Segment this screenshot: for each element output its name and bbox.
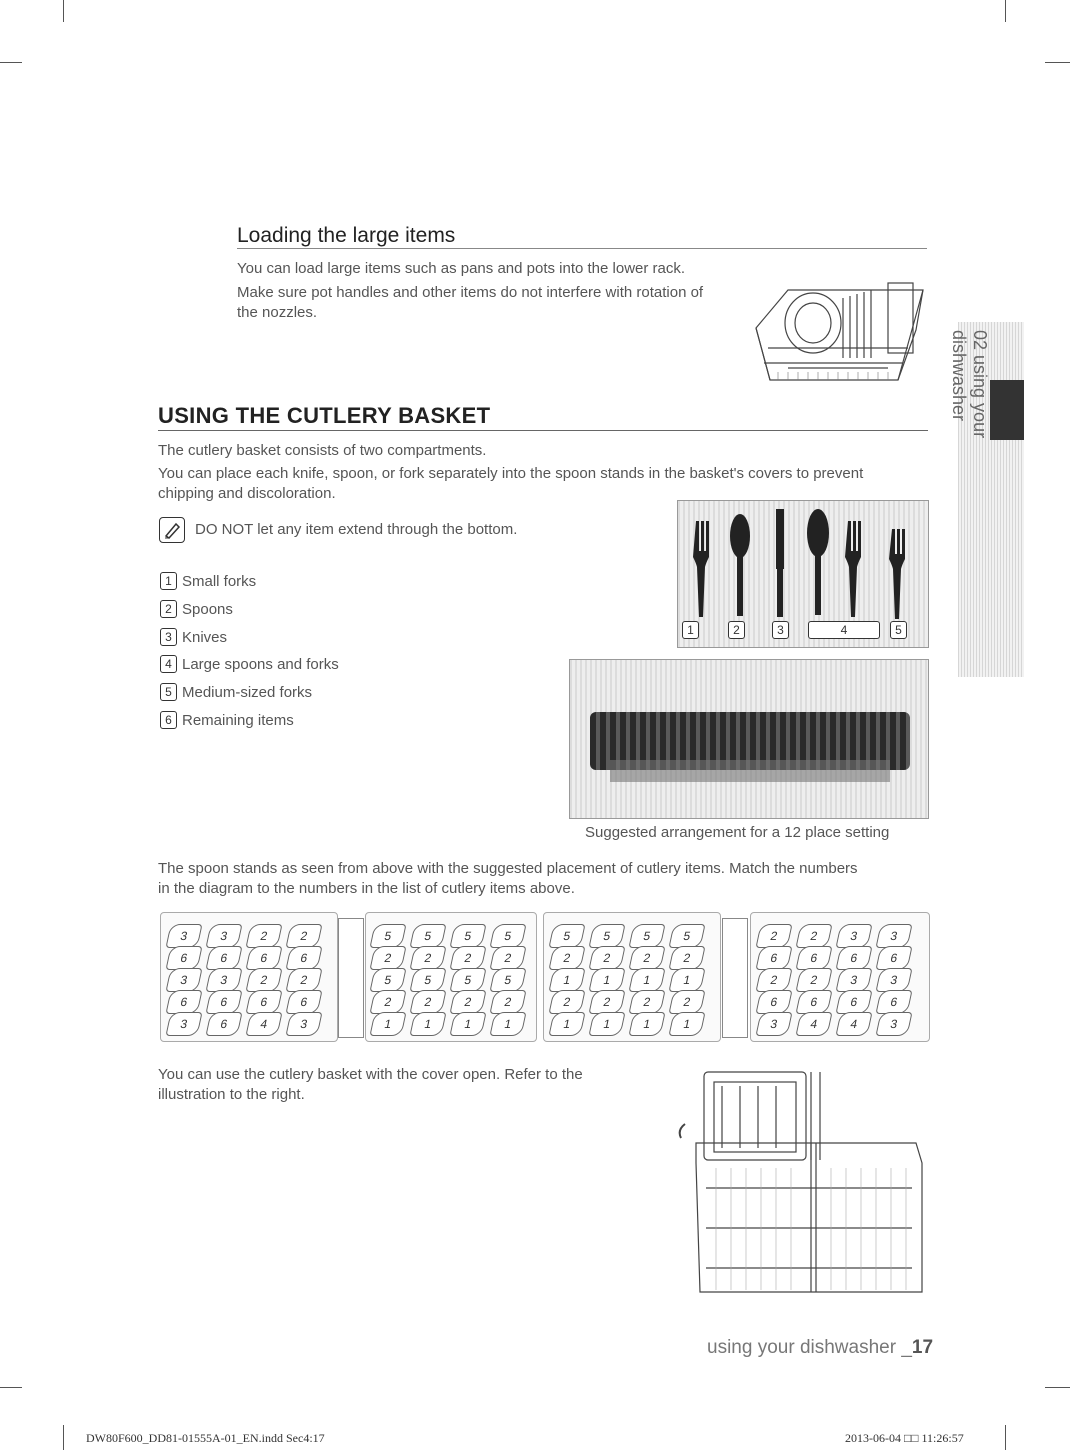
stand-cell: 2 <box>588 946 625 970</box>
stand-cell: 2 <box>668 946 705 970</box>
stand-cell: 2 <box>369 946 406 970</box>
list-item: 1 Small forks <box>160 572 256 590</box>
stand-cell: 6 <box>795 990 832 1014</box>
loading-rule <box>237 248 927 249</box>
stand-hinge <box>722 918 748 1038</box>
stand-cell: 5 <box>489 924 526 948</box>
stand-cell: 6 <box>285 990 322 1014</box>
spoon-stand-text1: The spoon stands as seen from above with the suggested placement of cutlery items. Match the numbers <box>158 860 858 877</box>
stand-cell: 2 <box>588 990 625 1014</box>
list-item: 5 Medium-sized forks <box>160 683 312 701</box>
cutlery-rule <box>158 430 928 431</box>
cutlery-intro2: You can place each knife, spoon, or fork separately into the spoon stands in the basket's covers to prevent <box>158 465 864 482</box>
stand-cell: 5 <box>628 924 665 948</box>
stand-cell: 2 <box>548 990 585 1014</box>
cutlery-intro1: The cutlery basket consists of two compartments. <box>158 442 487 459</box>
stand-cell: 3 <box>165 968 202 992</box>
list-item: 2 Spoons <box>160 600 233 618</box>
list-item: 3 Knives <box>160 628 227 646</box>
loading-title: Loading the large items <box>237 224 456 247</box>
stand-cell: 6 <box>165 946 202 970</box>
stand-cell: 6 <box>795 946 832 970</box>
stand-cell: 2 <box>449 946 486 970</box>
stand-cell: 2 <box>369 990 406 1014</box>
diagram-num: 2 <box>728 621 745 639</box>
stand-cell: 2 <box>628 990 665 1014</box>
stand-cell: 5 <box>369 968 406 992</box>
stand-cell: 1 <box>548 1012 585 1036</box>
list-item: 6 Remaining items <box>160 711 294 729</box>
stand-cell: 2 <box>755 924 792 948</box>
stand-cell: 2 <box>449 990 486 1014</box>
stand-cell: 2 <box>245 968 282 992</box>
stand-cell: 3 <box>165 924 202 948</box>
stand-cell: 5 <box>668 924 705 948</box>
stand-cell: 5 <box>588 924 625 948</box>
spoon-stand-text2: in the diagram to the numbers in the list of cutlery items above. <box>158 880 575 897</box>
arrangement-photo <box>569 659 929 819</box>
stand-cell: 5 <box>548 924 585 948</box>
cutlery-intro3: chipping and discoloration. <box>158 485 336 502</box>
stand-cell: 1 <box>449 1012 486 1036</box>
cutlery-title: USING THE CUTLERY BASKET <box>158 403 491 428</box>
chapter-tab-marker <box>990 380 1024 440</box>
diagram-num: 1 <box>682 621 699 639</box>
stand-cell: 3 <box>165 1012 202 1036</box>
stand-cell: 3 <box>205 924 242 948</box>
stand-cell: 1 <box>588 968 625 992</box>
stand-cell: 6 <box>875 990 912 1014</box>
stand-cell: 5 <box>449 924 486 948</box>
stand-cell: 6 <box>205 1012 242 1036</box>
stand-cell: 6 <box>875 946 912 970</box>
stand-cell: 2 <box>285 968 322 992</box>
stand-cell: 6 <box>205 990 242 1014</box>
stand-cell: 2 <box>489 946 526 970</box>
diagram-num: 3 <box>772 621 789 639</box>
diagram-num: 4 <box>808 621 880 639</box>
stand-cell: 4 <box>835 1012 872 1036</box>
stand-cell: 2 <box>548 946 585 970</box>
stand-cell: 2 <box>795 924 832 948</box>
stand-cell: 3 <box>875 968 912 992</box>
stand-cell: 1 <box>628 1012 665 1036</box>
stand-cell: 6 <box>755 990 792 1014</box>
arrangement-caption: Suggested arrangement for a 12 place setting <box>585 824 890 841</box>
stand-cell: 4 <box>245 1012 282 1036</box>
print-file: DW80F600_DD81-01555A-01_EN.indd Sec4:17 <box>86 1431 325 1445</box>
stand-cell: 2 <box>409 946 446 970</box>
stand-cell: 2 <box>245 924 282 948</box>
stand-cell: 2 <box>795 968 832 992</box>
stand-cell: 2 <box>628 946 665 970</box>
loading-line2: Make sure pot handles and other items do not interfere with rotation of <box>237 284 704 301</box>
stand-cell: 2 <box>489 990 526 1014</box>
lower-rack-illustration <box>748 268 928 386</box>
stand-cell: 3 <box>875 924 912 948</box>
stand-hinge <box>338 918 364 1038</box>
stand-cell: 6 <box>835 946 872 970</box>
stand-cell: 1 <box>369 1012 406 1036</box>
stand-cell: 6 <box>245 990 282 1014</box>
note-icon <box>159 517 185 543</box>
stand-cell: 3 <box>835 968 872 992</box>
open-cover-text1: You can use the cutlery basket with the cover open. Refer to the <box>158 1066 583 1083</box>
stand-cell: 2 <box>409 990 446 1014</box>
page-footer-label: using your dishwasher _ <box>707 1337 912 1358</box>
stand-cell: 6 <box>205 946 242 970</box>
warning-text: DO NOT let any item extend through the bottom. <box>195 521 518 538</box>
stand-cell: 4 <box>795 1012 832 1036</box>
stand-cell: 6 <box>755 946 792 970</box>
stand-cell: 2 <box>285 924 322 948</box>
stand-cell: 1 <box>489 1012 526 1036</box>
open-cover-text2: illustration to the right. <box>158 1086 305 1103</box>
stand-cell: 1 <box>548 968 585 992</box>
stand-cell: 1 <box>588 1012 625 1036</box>
stand-cell: 5 <box>489 968 526 992</box>
cutlery-types-illustration <box>677 500 929 648</box>
stand-cell: 2 <box>668 990 705 1014</box>
list-item: 4 Large spoons and forks <box>160 655 339 673</box>
stand-cell: 6 <box>245 946 282 970</box>
stand-cell: 3 <box>875 1012 912 1036</box>
stand-cell: 5 <box>449 968 486 992</box>
stand-cell: 5 <box>409 924 446 948</box>
stand-cell: 6 <box>285 946 322 970</box>
stand-cell: 1 <box>668 1012 705 1036</box>
stand-cell: 1 <box>409 1012 446 1036</box>
stand-cell: 6 <box>165 990 202 1014</box>
stand-cell: 6 <box>835 990 872 1014</box>
page-footer <box>707 1337 933 1359</box>
diagram-num: 5 <box>890 621 907 639</box>
stand-cell: 2 <box>755 968 792 992</box>
print-date: 2013-06-04 □□ 11:26:57 <box>845 1431 964 1445</box>
stand-cell: 1 <box>668 968 705 992</box>
stand-cell: 3 <box>835 924 872 948</box>
page-number: 17 <box>911 1337 934 1358</box>
stand-cell: 1 <box>628 968 665 992</box>
cutlery-basket-illustration <box>676 1068 931 1296</box>
loading-line1: You can load large items such as pans and pots into the lower rack. <box>237 260 686 277</box>
stand-cell: 5 <box>369 924 406 948</box>
loading-line3: the nozzles. <box>237 304 318 321</box>
stand-cell: 3 <box>755 1012 792 1036</box>
stand-cell: 3 <box>205 968 242 992</box>
stand-cell: 5 <box>409 968 446 992</box>
stand-cell: 3 <box>285 1012 322 1036</box>
chapter-tab-label: 02 using your dishwasher <box>949 330 990 439</box>
